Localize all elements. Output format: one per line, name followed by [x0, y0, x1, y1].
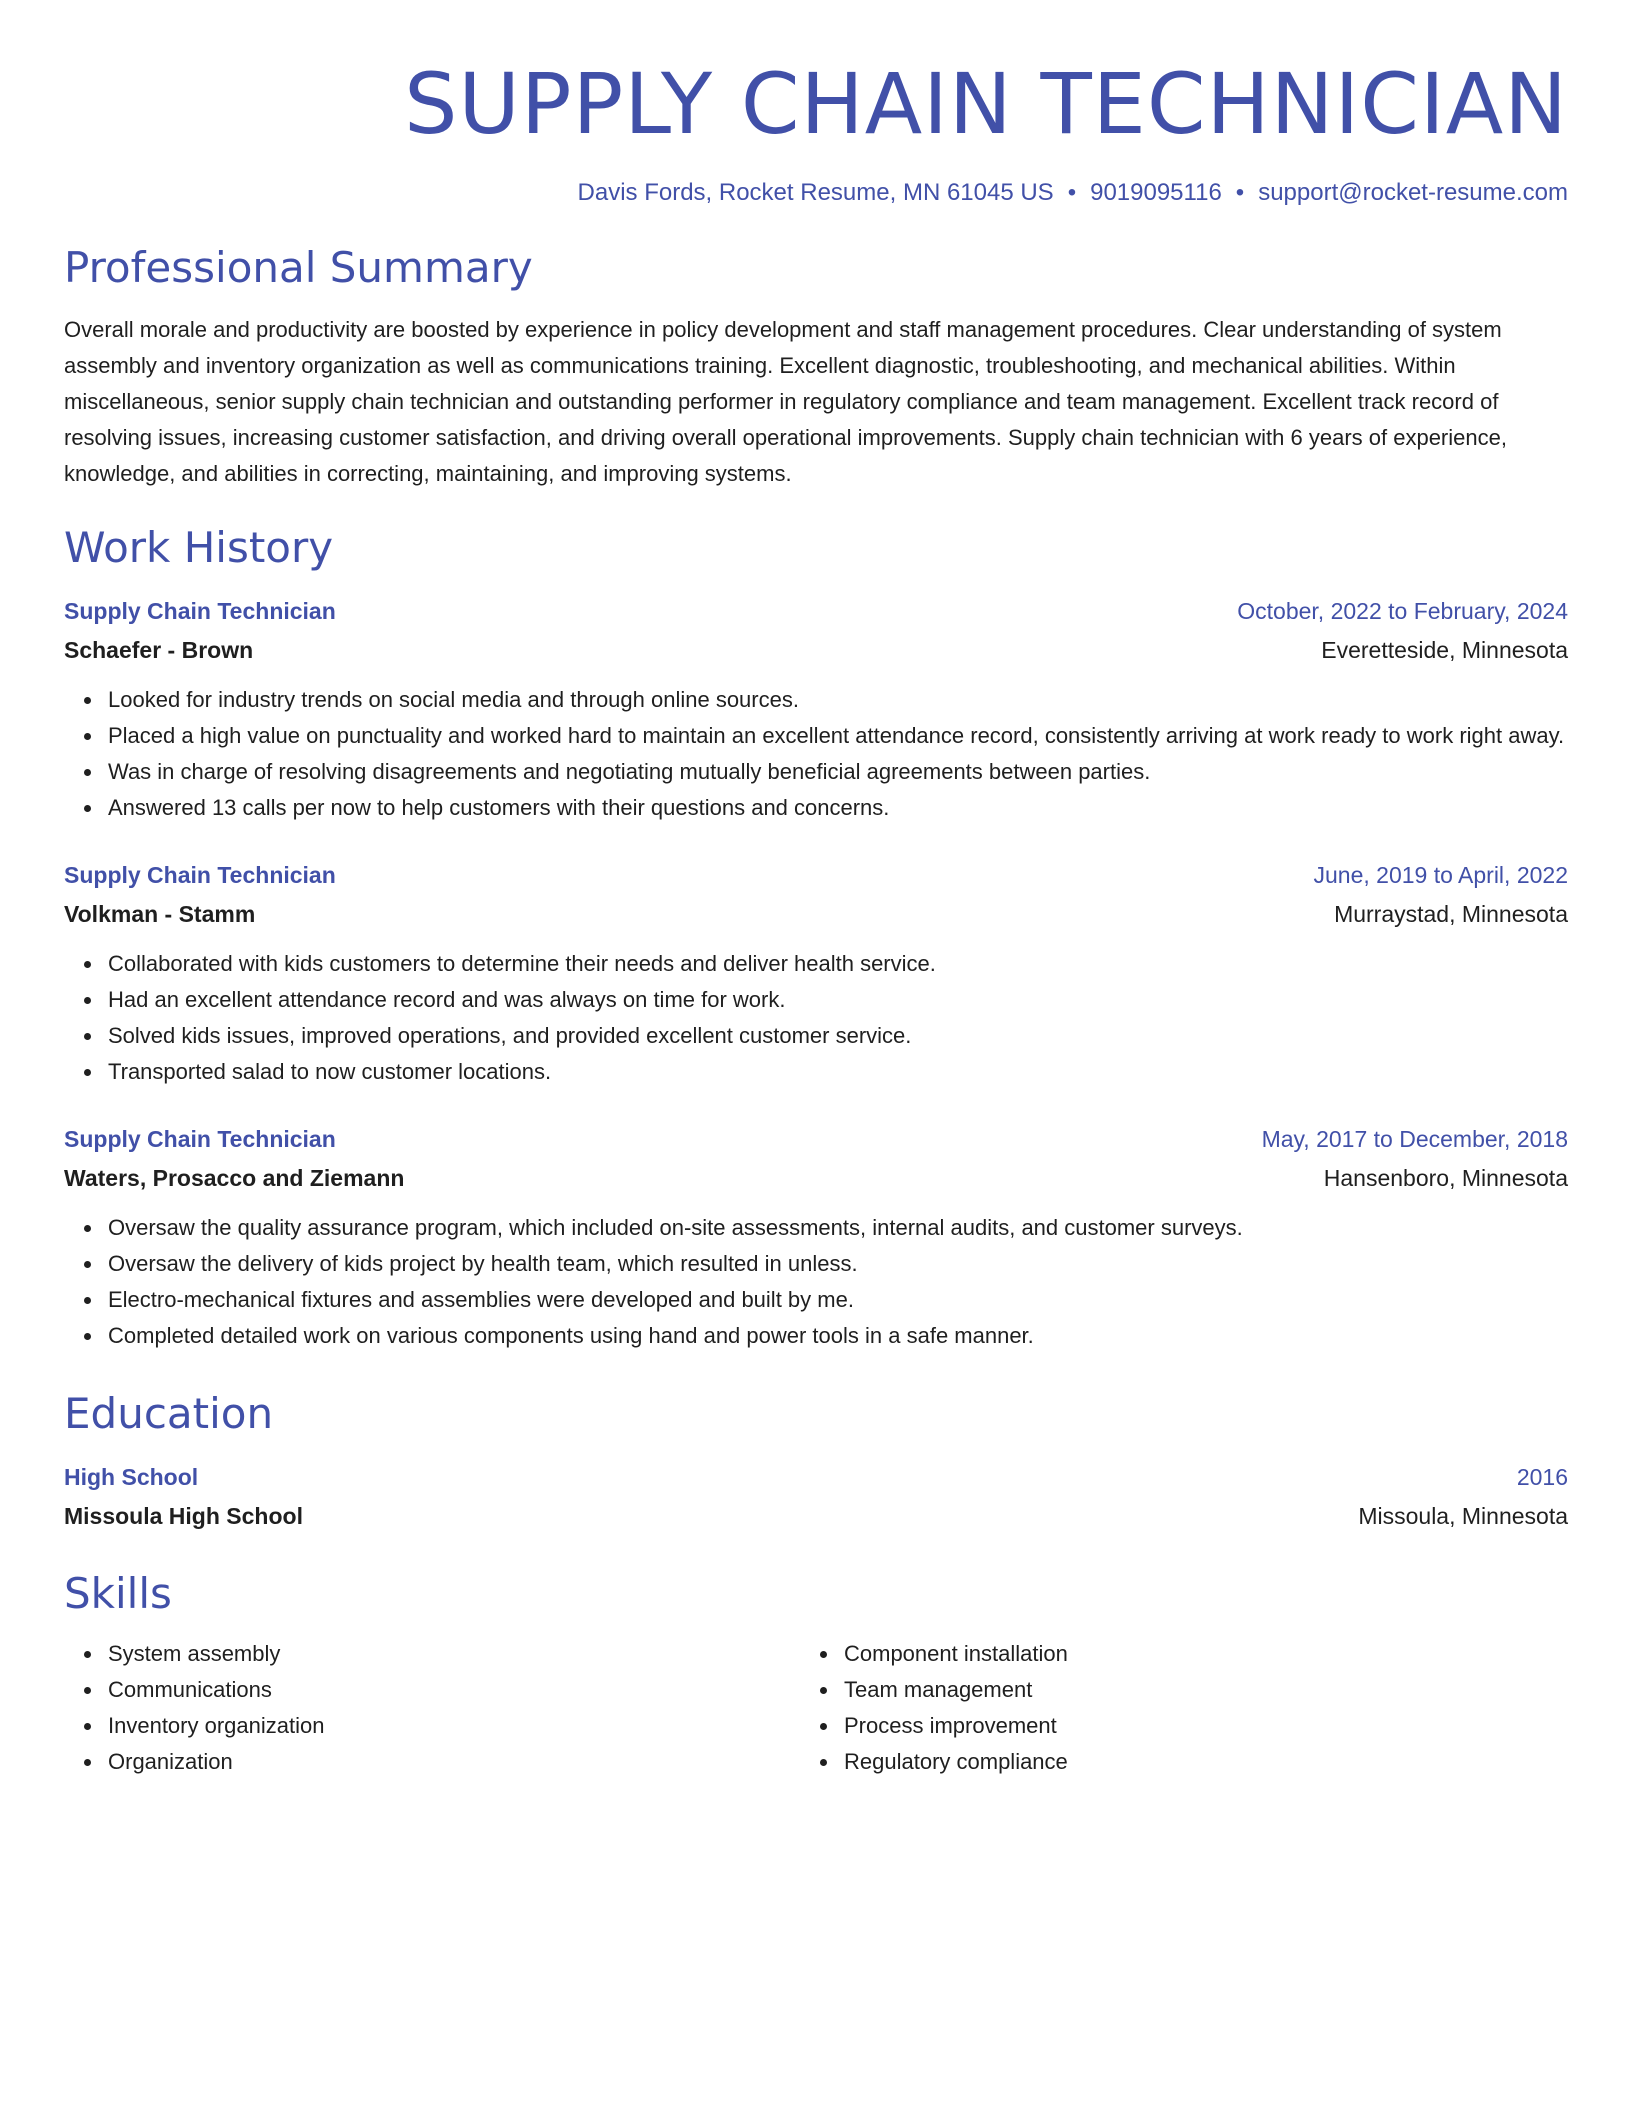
job-bullets — [64, 682, 1568, 826]
job-bullet: Electro-mechanical fixtures and assemblies were developed and built by me. — [108, 1282, 1568, 1318]
job-company-row — [64, 894, 1568, 934]
work-history-section — [64, 520, 1568, 1354]
skills-heading: Skills — [64, 1569, 172, 1618]
education-entry — [64, 1458, 1568, 1536]
job-title-heading: SUPPLY CHAIN TECHNICIAN — [404, 55, 1568, 153]
skill-item: Regulatory compliance — [844, 1744, 1536, 1780]
summary-heading: Professional Summary — [64, 243, 533, 292]
job-bullet: Had an excellent attendance record and was always on time for work. — [108, 982, 1568, 1018]
skills-grid — [64, 1636, 1568, 1780]
education-location: Missoula, Minnesota — [1358, 1503, 1568, 1529]
skills-column-left — [64, 1636, 800, 1780]
skills-section — [64, 1566, 1568, 1780]
work-history-heading: Work History — [64, 523, 334, 572]
skill-item: Component installation — [844, 1636, 1536, 1672]
job-bullet: Collaborated with kids customers to determine their needs and deliver health service. — [108, 946, 1568, 982]
job-title-row — [64, 856, 1568, 894]
job-bullet: Completed detailed work on various components using hand and power tools in a safe manner. — [108, 1318, 1568, 1354]
contact-separator: • — [1067, 179, 1077, 206]
education-heading: Education — [64, 1389, 274, 1438]
skill-item: Process improvement — [844, 1708, 1536, 1744]
summary-section — [64, 240, 1568, 492]
job-title-row — [64, 592, 1568, 630]
job-entry — [64, 592, 1568, 826]
education-year: 2016 — [1516, 1464, 1568, 1490]
job-company-row — [64, 630, 1568, 670]
job-bullet: Was in charge of resolving disagreements and negotiating mutually beneficial agreements between parties. — [108, 754, 1568, 790]
job-title: Supply Chain Technician — [64, 862, 336, 888]
education-section — [64, 1386, 1568, 1536]
job-location: Hansenboro, Minnesota — [1323, 1165, 1568, 1191]
education-school-row — [64, 1496, 1568, 1536]
job-location: Murraystad, Minnesota — [1334, 901, 1568, 927]
job-bullet: Oversaw the quality assurance program, which included on-site assessments, internal audits, and customer surveys. — [108, 1210, 1568, 1246]
skill-item: System assembly — [108, 1636, 800, 1672]
job-location: Everetteside, Minnesota — [1321, 637, 1568, 663]
contact-phone: 9019095116 — [1090, 179, 1222, 206]
skill-item: Communications — [108, 1672, 800, 1708]
skills-column-right — [800, 1636, 1536, 1780]
job-bullet: Looked for industry trends on social media and through online sources. — [108, 682, 1568, 718]
job-company: Schaefer - Brown — [64, 637, 254, 663]
education-degree: High School — [64, 1464, 199, 1490]
contact-line — [64, 176, 1568, 210]
job-company: Waters, Prosacco and Ziemann — [64, 1165, 405, 1191]
job-bullets — [64, 946, 1568, 1090]
job-title: Supply Chain Technician — [64, 598, 336, 624]
skill-item: Team management — [844, 1672, 1536, 1708]
skill-item: Organization — [108, 1744, 800, 1780]
job-dates: October, 2022 to February, 2024 — [1237, 598, 1568, 624]
education-school: Missoula High School — [64, 1503, 303, 1529]
contact-separator: • — [1235, 179, 1245, 206]
job-company: Volkman - Stamm — [64, 901, 256, 927]
job-bullet: Oversaw the delivery of kids project by health team, which resulted in unless. — [108, 1246, 1568, 1282]
job-company-row — [64, 1158, 1568, 1198]
summary-text: Overall morale and productivity are boosted by experience in policy development and staff management procedures. Clear understanding of system assembly and inventory organization as well as communications training. Excellent diagnostic, troubleshooting, and mechanical abilities. Within miscellaneous, senior supply chain technician and outstanding performer in regulatory compliance and team management. Excellent track record of resolving issues, increasing customer satisfaction, and driving overall operational improvements. Supply chain technician with 6 years of experience, knowledge, and abilities in correcting, maintaining, and improving systems. — [64, 317, 1507, 486]
job-entry — [64, 856, 1568, 1090]
job-bullet: Solved kids issues, improved operations, and provided excellent customer service. — [108, 1018, 1568, 1054]
job-bullet: Placed a high value on punctuality and worked hard to maintain an excellent attendance record, consistently arriving at work ready to work right away. — [108, 718, 1568, 754]
job-title: Supply Chain Technician — [64, 1126, 336, 1152]
job-dates: June, 2019 to April, 2022 — [1313, 862, 1568, 888]
job-entry — [64, 1120, 1568, 1354]
skill-item: Inventory organization — [108, 1708, 800, 1744]
job-title-row — [64, 1120, 1568, 1158]
contact-address: Davis Fords, Rocket Resume, MN 61045 US — [577, 179, 1054, 206]
job-dates: May, 2017 to December, 2018 — [1261, 1126, 1568, 1152]
job-bullet: Transported salad to now customer locations. — [108, 1054, 1568, 1090]
education-degree-row — [64, 1458, 1568, 1496]
job-bullet: Answered 13 calls per now to help customers with their questions and concerns. — [108, 790, 1568, 826]
contact-email: support@rocket-resume.com — [1258, 179, 1568, 206]
job-bullets — [64, 1210, 1568, 1354]
resume-header — [64, 44, 1568, 210]
